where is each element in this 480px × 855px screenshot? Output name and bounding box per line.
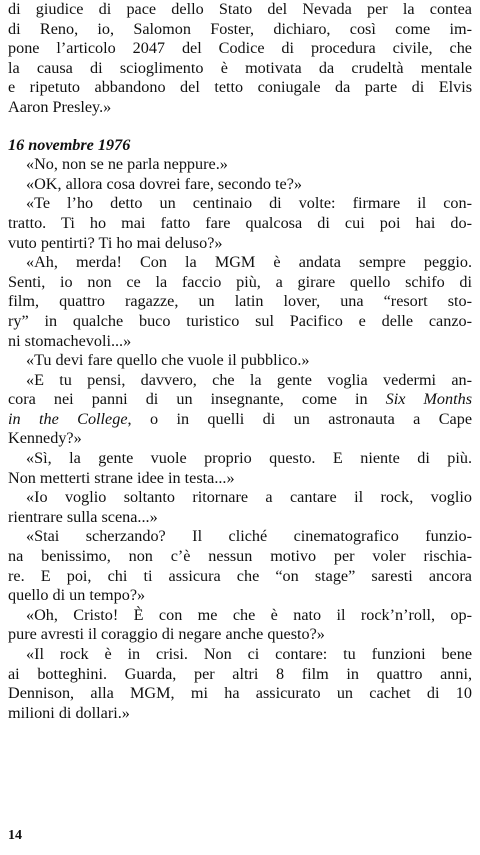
- text-line: «No, non se ne parla neppure.»: [26, 155, 228, 174]
- text-line: Dennison, alla MGM, mi ha assicurato un cachet di 10: [8, 684, 472, 703]
- dialogue-paragraph: [8, 527, 472, 605]
- text-line: «Tu devi fare quello che vuole il pubblico.»: [26, 351, 310, 370]
- text-line: la causa di scioglimento è motivata da crudeltà mentale: [8, 58, 472, 77]
- dialogue-paragraph: [8, 155, 472, 175]
- text-line: e ripetuto abbandono del tetto coniugale da parte di Elvis: [8, 78, 472, 97]
- text-line: na benissimo, non c’è nessun motivo per voler rischia-: [8, 547, 472, 566]
- text-line: «Sì, la gente vuole proprio questo. E niente di più.: [26, 449, 472, 468]
- text-line: milioni di dollari.»: [8, 703, 130, 722]
- page-number: 14: [8, 828, 22, 843]
- dialogue-paragraph: [8, 175, 472, 195]
- text-line: «Io voglio soltanto ritornare a cantare il rock, voglio: [26, 488, 472, 507]
- text-line: in the College, o in quelli di un astronauta a Cape: [8, 409, 473, 428]
- book-page: [8, 0, 472, 723]
- dialogue-paragraph: [8, 606, 472, 645]
- text-line: «Oh, Cristo! È con me che è nato il rock’n’roll, op-: [26, 605, 472, 624]
- dialogue-paragraph: [8, 449, 472, 488]
- text-line: «Te l’ho detto un centinaio di volte: firmare il con-: [26, 194, 472, 213]
- dialogue-paragraph: [8, 645, 472, 723]
- text-line: di Reno, io, Salomon Foster, dichiaro, così come im-: [8, 19, 472, 38]
- text-line: tratto. Ti ho mai fatto fare qualcosa di cui poi hai do-: [8, 213, 472, 232]
- text-line: ry” in qualche buco turistico sul Pacifico e delle canzo-: [8, 311, 472, 330]
- text-line: Non metterti strane idee in testa...»: [8, 468, 235, 487]
- text-line: pone l’articolo 2047 del Codice di procedura civile, che: [8, 39, 472, 58]
- text-line: ni stomachevoli...»: [8, 331, 132, 350]
- text-line: rientrare sulla scena...»: [8, 507, 158, 526]
- text-line: «E tu pensi, davvero, che la gente voglia vedermi an-: [26, 370, 472, 389]
- dialogue-paragraph: [8, 351, 472, 371]
- text-line: quello di un tempo?»: [8, 586, 146, 605]
- text-line: di giudice di pace dello Stato del Nevada per la contea: [8, 0, 472, 18]
- film-title: Six Months: [385, 390, 472, 409]
- text-line: «Ah, merda! Con la MGM è andata sempre peggio.: [26, 253, 472, 272]
- text-line: «OK, allora cosa dovrei fare, secondo te?»: [26, 174, 302, 193]
- dialogue-paragraph: [8, 253, 472, 351]
- text-line: re. E poi, chi ti assicura che “on stage” saresti ancora: [8, 566, 472, 585]
- date-heading: 16 novembre 1976: [8, 135, 131, 154]
- dialogue-paragraph: [8, 371, 472, 449]
- text-line: pure avresti il coraggio di negare anche questo?»: [8, 625, 325, 644]
- text-line: Kennedy?»: [8, 429, 82, 448]
- text-line: film, quattro ragazze, un latin lover, una “resort sto-: [8, 292, 472, 311]
- dialogue-paragraph: [8, 488, 472, 527]
- dialogue-paragraph: [8, 194, 472, 253]
- text-line: ai botteghini. Guarda, per altri 8 film in quattro anni,: [8, 664, 472, 683]
- opening-paragraph: [8, 0, 472, 118]
- text-line: vuto pentirti? Ti ho mai deluso?»: [8, 233, 223, 252]
- text-line: cora nei panni di un insegnante, come in Six Months: [8, 390, 472, 409]
- film-title: in the College: [8, 409, 128, 428]
- text-line: «Stai scherzando? Il cliché cinematografico funzio-: [26, 527, 472, 546]
- text-line: Aaron Presley.»: [8, 97, 112, 116]
- text-line: «Il rock è in crisi. Non ci contare: tu funzioni bene: [26, 645, 472, 663]
- text-line: Senti, io non ce la faccio più, a girare quello schifo di: [8, 272, 472, 291]
